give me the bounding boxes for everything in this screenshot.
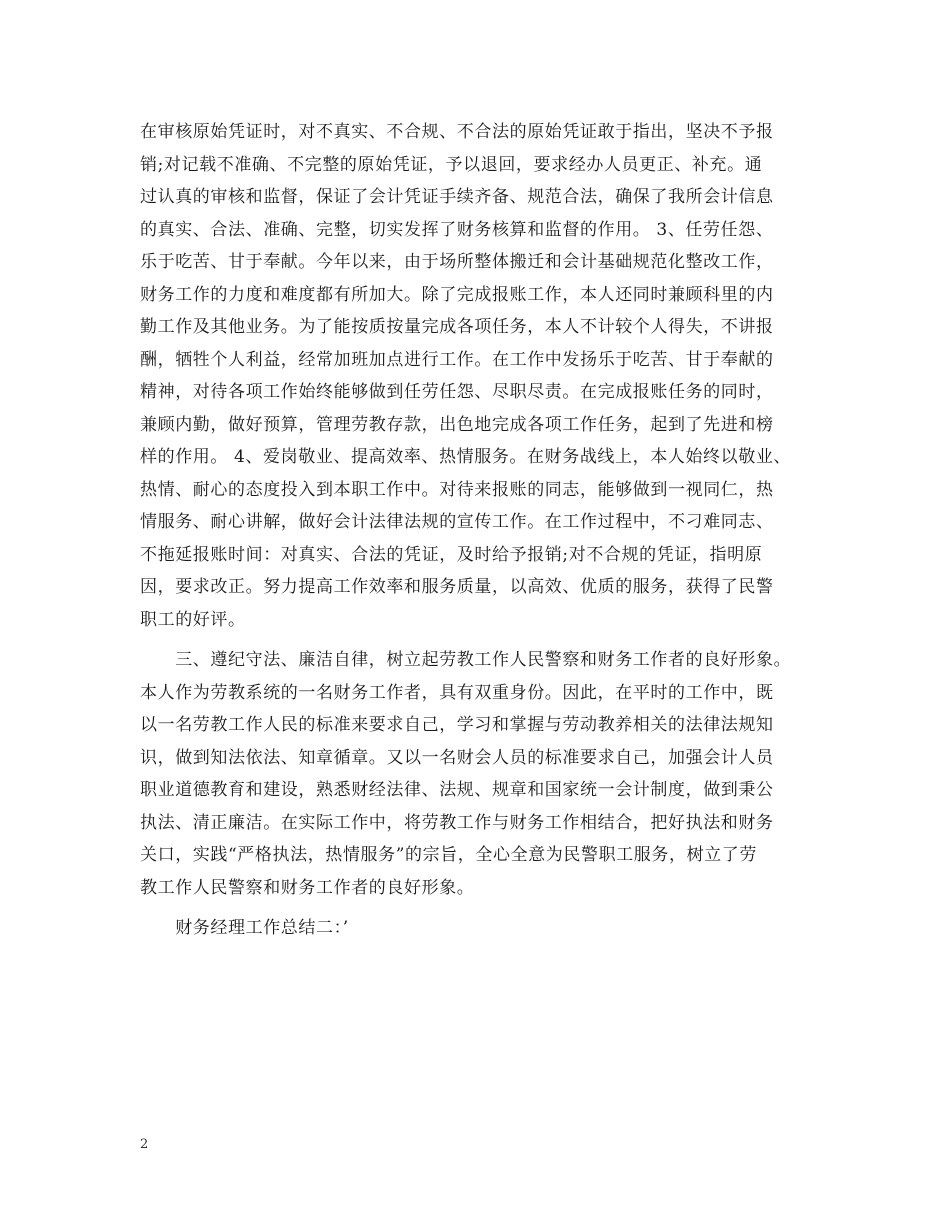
text-line: 财务工作的力度和难度都有所加大。除了完成报账工作，本人还同时兼顾科里的内 [140,284,774,305]
paragraph-gap [140,636,830,644]
text-line: 三、遵纪守法、廉洁自律，树立起劳教工作人民警察和财务工作者的良好形象。 [140,650,792,670]
text-line: 精神，对待各项工作始终能够做到任劳任怨、尽职尽责。在完成报账任务的同时， [140,382,774,402]
paragraph [140,116,830,636]
text-line: 样的作用。 4、爱岗敬业、提高效率、热情服务。在财务战线上，本人始终以敬业、 [140,447,792,467]
text-line: 职业道德教育和建设，熟悉财经法律、法规、规章和国家统一会计制度，做到秉公 [140,780,774,800]
text-line: 过认真的审核和监督，保证了会计凭证手续齐备、规范合法，确保了我所会计信息 [140,187,774,207]
text-line: 教工作人民警察和财务工作者的良好形象。 [140,877,475,898]
paragraph [140,912,830,945]
text-line: 不拖延报账时间：对真实、合法的凭证，及时给予报销;对不合规的凭证，指明原 [140,544,763,565]
text-line: 本人作为劳教系统的一名财务工作者，具有双重身份。因此，在平时的工作中，既 [140,682,774,703]
document-body [140,116,830,945]
text-line: 在审核原始凭证时，对不真实、不合规、不合法的原始凭证敢于指出，坚决不予报 [140,122,774,142]
text-line: 酬，牺牲个人利益，经常加班加点进行工作。在工作中发扬乐于吃苦、甘于奉献的 [140,349,774,370]
text-line: 勤工作及其他业务。为了能按质按量完成各项任务，本人不计较个人得失，不讲报 [140,317,774,337]
section-heading: 财务经理工作总结二：’ [140,918,349,938]
text-line: 乐于吃苦、甘于奉献。今年以来，由于场所整体搬迁和会计基础规范化整改工作， [140,252,774,272]
text-line: 识，做到知法依法、知章循章。又以一名财会人员的标准要求自己，加强会计人员 [140,747,774,768]
text-line: 兼顾内勤，做好预算，管理劳教存款，出色地完成各项工作任务，起到了先进和榜 [140,414,774,435]
text-line: 以一名劳教工作人民的标准来要求自己，学习和掌握与劳动教养相关的法律法规知 [140,715,774,735]
page-number: 2 [140,1137,149,1152]
text-line: 关口，实践“严格执法，热情服务”的宗旨，全心全意为民警职工服务，树立了劳 [140,845,757,865]
paragraph-gap [140,904,830,912]
text-line: 销;对记载不准确、不完整的原始凭证，予以退回，要求经办人员更正、补充。通 [140,154,763,175]
text-line: 因，要求改正。努力提高工作效率和服务质量，以高效、优质的服务，获得了民警 [140,577,774,597]
text-line: 执法、清正廉洁。在实际工作中，将劳教工作与财务工作相结合，把好执法和财务 [140,812,774,833]
text-line: 职工的好评。 [140,609,246,630]
text-line: 热情、耐心的态度投入到本职工作中。对待来报账的同志，能够做到一视同仁，热 [140,479,774,500]
text-line: 的真实、合法、准确、完整，切实发挥了财务核算和监督的作用。 3、任劳任怨、 [140,219,774,240]
text-line: 情服务、耐心讲解，做好会计法律法规的宣传工作。在工作过程中，不刁难同志、 [140,512,774,532]
paragraph [140,644,830,904]
